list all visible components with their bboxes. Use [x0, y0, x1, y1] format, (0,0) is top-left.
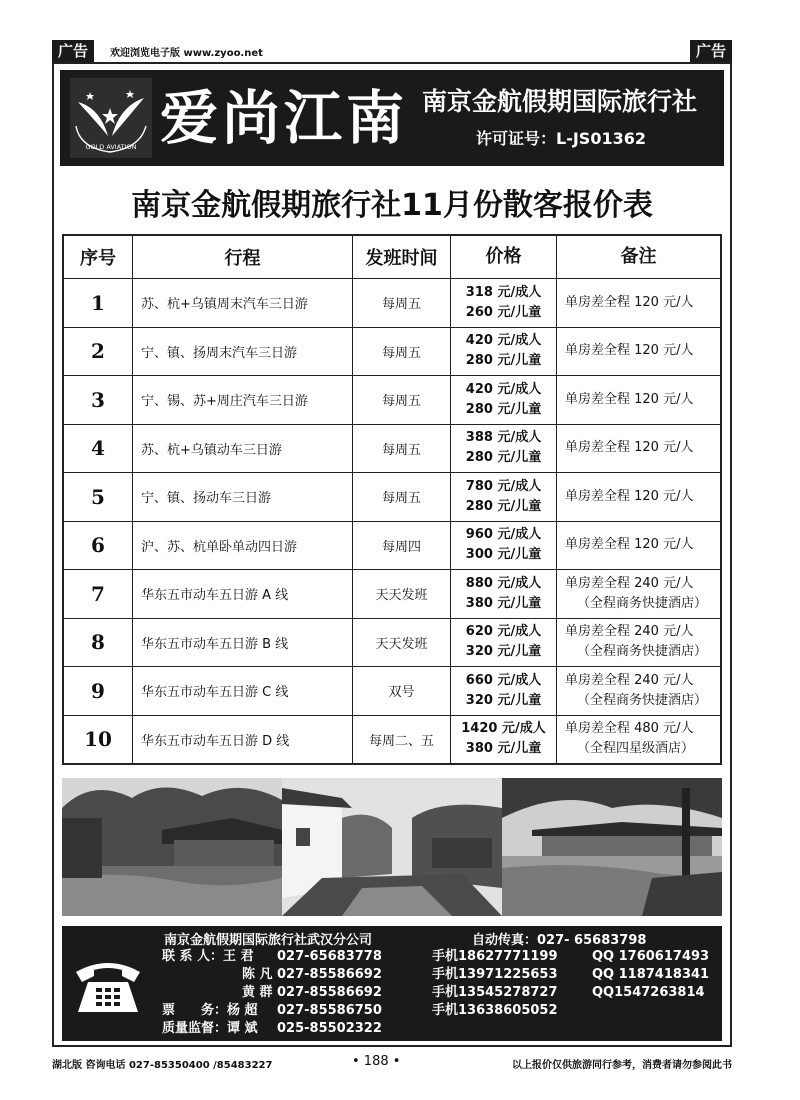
remark-single-room: 单房差全程 240 元/人	[565, 624, 694, 640]
price-list-title: 南京金航假期旅行社11月份散客报价表	[131, 188, 653, 223]
route: 华东五市动车五日游 D 线	[132, 716, 352, 764]
price-adult: 620 元/成人	[465, 624, 542, 640]
top-bar	[52, 40, 732, 62]
contact-mobile: 手机13638605052	[432, 1003, 558, 1018]
remark-single-room: 单房差全程 120 元/人	[565, 440, 694, 456]
table-row	[64, 278, 720, 327]
route: 沪、苏、杭单卧单动四日游	[132, 522, 352, 570]
price	[450, 376, 556, 424]
price	[450, 570, 556, 618]
row-number	[64, 376, 132, 424]
contact-telephone: 025-85502322	[277, 1021, 382, 1036]
route: 华东五市动车五日游 B 线	[132, 619, 352, 667]
price	[450, 279, 556, 327]
row-number-text: 6	[91, 533, 105, 558]
row-number	[64, 473, 132, 521]
route: 苏、杭+乌镇周末汽车三日游	[132, 279, 352, 327]
page-number: • 188 •	[352, 1054, 401, 1069]
departure: 每周五	[352, 279, 450, 327]
remark	[556, 279, 720, 327]
price-table	[62, 234, 722, 765]
header-no: 序号	[80, 248, 116, 269]
row-number-text: 10	[84, 727, 112, 752]
table-row	[64, 521, 720, 570]
contact-mobile: 手机18627771199	[432, 949, 558, 964]
contact-qq: QQ 1760617493	[592, 949, 710, 964]
price	[450, 522, 556, 570]
remark	[556, 667, 720, 715]
remark	[556, 376, 720, 424]
logo-text: GOLD AVIATION	[85, 143, 137, 151]
row-number-text: 4	[91, 436, 105, 461]
row-number-text: 5	[91, 484, 105, 509]
remark	[556, 716, 720, 764]
price-adult: 420 元/成人	[465, 381, 542, 397]
contact-telephone: 027-85586692	[277, 985, 382, 1000]
fax-number: 自动传真：027- 65683798	[472, 933, 647, 948]
price-adult: 318 元/成人	[465, 284, 542, 300]
remark	[556, 473, 720, 521]
header-price: 价格	[450, 236, 556, 278]
row-number	[64, 425, 132, 473]
telephone-icon	[72, 950, 144, 1016]
row-number	[64, 570, 132, 618]
remark-single-room: 单房差全程 240 元/人	[565, 672, 694, 688]
remark-hotel: （全程商务快捷酒店）	[577, 644, 708, 660]
remark-hotel: （全程四星级酒店）	[577, 741, 695, 757]
contact-qq: QQ 1187418341	[592, 967, 710, 982]
contact-panel	[62, 926, 722, 1041]
page-footer	[52, 1053, 732, 1071]
contact-telephone: 027-85586750	[277, 1003, 382, 1018]
row-number	[64, 328, 132, 376]
price-child: 300 元/儿童	[465, 547, 542, 563]
remark-single-room: 单房差全程 120 元/人	[565, 537, 694, 553]
table-row	[64, 715, 720, 764]
remark-hotel: （全程商务快捷酒店）	[577, 595, 708, 611]
route: 宁、镇、扬周末汽车三日游	[132, 328, 352, 376]
price-adult: 420 元/成人	[465, 333, 542, 349]
price	[450, 667, 556, 715]
license-number: 许可证号：L-JS01362	[476, 129, 646, 148]
row-number-text: 2	[91, 339, 105, 364]
gold-aviation-logo	[70, 78, 152, 158]
price-adult: 1420 元/成人	[461, 721, 546, 737]
brand-title: 爱尚江南	[160, 84, 409, 152]
footer-disclaimer: 以上报价仅供旅游同行参考，消费者请勿参阅此书	[512, 1060, 732, 1071]
remark-single-room: 单房差全程 480 元/人	[565, 721, 694, 737]
photo-strip	[62, 778, 722, 916]
table-row	[64, 424, 720, 473]
row-number	[64, 667, 132, 715]
remark	[556, 328, 720, 376]
photo-water-town-canal	[282, 778, 502, 916]
table-row	[64, 472, 720, 521]
table-row	[64, 618, 720, 667]
header-route: 行程	[132, 236, 352, 278]
price-child: 260 元/儿童	[465, 304, 542, 320]
route: 宁、锡、苏+周庄汽车三日游	[132, 376, 352, 424]
remark	[556, 570, 720, 618]
departure: 双号	[352, 667, 450, 715]
remark-hotel: （全程商务快捷酒店）	[577, 692, 708, 708]
price-adult: 388 元/成人	[465, 430, 542, 446]
header-depart: 发班时间	[352, 236, 450, 278]
price	[450, 473, 556, 521]
price	[450, 619, 556, 667]
row-number-text: 1	[91, 290, 105, 315]
company-name: 南京金航假期国际旅行社	[422, 87, 698, 116]
price-child: 280 元/儿童	[465, 450, 542, 466]
price-adult: 660 元/成人	[465, 672, 542, 688]
ad-label-right: 广告	[690, 40, 732, 62]
welcome-text: 欢迎浏览电子版 www.zyoo.net	[110, 48, 263, 59]
table-row	[64, 569, 720, 618]
branch-name: 南京金航假期国际旅行社武汉分公司	[164, 933, 373, 948]
route: 宁、镇、扬动车三日游	[132, 473, 352, 521]
banner	[60, 70, 724, 166]
row-number	[64, 522, 132, 570]
contact-telephone: 027-65683778	[277, 949, 382, 964]
remark	[556, 619, 720, 667]
table-row	[64, 666, 720, 715]
row-number	[64, 279, 132, 327]
row-number-text: 3	[91, 387, 105, 412]
departure: 每周四	[352, 522, 450, 570]
price-child: 280 元/儿童	[465, 401, 542, 417]
departure: 天天发班	[352, 570, 450, 618]
price-adult: 960 元/成人	[465, 527, 542, 543]
photo-riverside-pavilion	[502, 778, 722, 916]
departure: 天天发班	[352, 619, 450, 667]
contact-person: 陈 凡	[242, 967, 273, 982]
contact-person: 黄 群	[242, 985, 273, 1000]
contact-qq: QQ1547263814	[592, 985, 705, 1000]
remark-single-room: 单房差全程 240 元/人	[565, 575, 694, 591]
footer-hotline: 湖北版 咨询电话 027-85350400 /85483227	[52, 1060, 273, 1071]
row-number-text: 9	[91, 678, 105, 703]
route: 华东五市动车五日游 A 线	[132, 570, 352, 618]
remark-single-room: 单房差全程 120 元/人	[565, 294, 694, 310]
advertisement-frame	[52, 62, 732, 1047]
price-adult: 780 元/成人	[465, 478, 542, 494]
price-child: 280 元/儿童	[465, 498, 542, 514]
route: 苏、杭+乌镇动车三日游	[132, 425, 352, 473]
departure: 每周五	[352, 328, 450, 376]
price	[450, 328, 556, 376]
price-child: 320 元/儿童	[465, 692, 542, 708]
departure: 每周五	[352, 376, 450, 424]
photo-garden-pond	[62, 778, 282, 916]
contact-mobile: 手机13545278727	[432, 985, 558, 1000]
price-adult: 880 元/成人	[465, 575, 542, 591]
price-child: 320 元/儿童	[465, 644, 542, 660]
row-number-text: 8	[91, 630, 105, 655]
row-number	[64, 619, 132, 667]
contact-person: 联 系 人：王 君	[162, 949, 254, 964]
price	[450, 716, 556, 764]
remark	[556, 522, 720, 570]
remark	[556, 425, 720, 473]
table-row	[64, 327, 720, 376]
price-child: 380 元/儿童	[465, 595, 542, 611]
departure: 每周五	[352, 473, 450, 521]
price-child: 280 元/儿童	[465, 353, 542, 369]
row-number	[64, 716, 132, 764]
departure: 每周二、五	[352, 716, 450, 764]
table-row	[64, 375, 720, 424]
row-number-text: 7	[91, 581, 105, 606]
remark-single-room: 单房差全程 120 元/人	[565, 391, 694, 407]
ad-label-left: 广告	[52, 40, 94, 62]
price-child: 380 元/儿童	[465, 741, 542, 757]
header-note: 备注	[556, 236, 720, 278]
contact-person: 质量监督：谭 斌	[162, 1021, 258, 1036]
remark-single-room: 单房差全程 120 元/人	[565, 488, 694, 504]
contact-mobile: 手机13971225653	[432, 967, 558, 982]
contact-person: 票 务：杨 超	[162, 1003, 258, 1018]
departure: 每周五	[352, 425, 450, 473]
route: 华东五市动车五日游 C 线	[132, 667, 352, 715]
contact-telephone: 027-85586692	[277, 967, 382, 982]
table-header	[64, 236, 720, 278]
remark-single-room: 单房差全程 120 元/人	[565, 343, 694, 359]
price	[450, 425, 556, 473]
